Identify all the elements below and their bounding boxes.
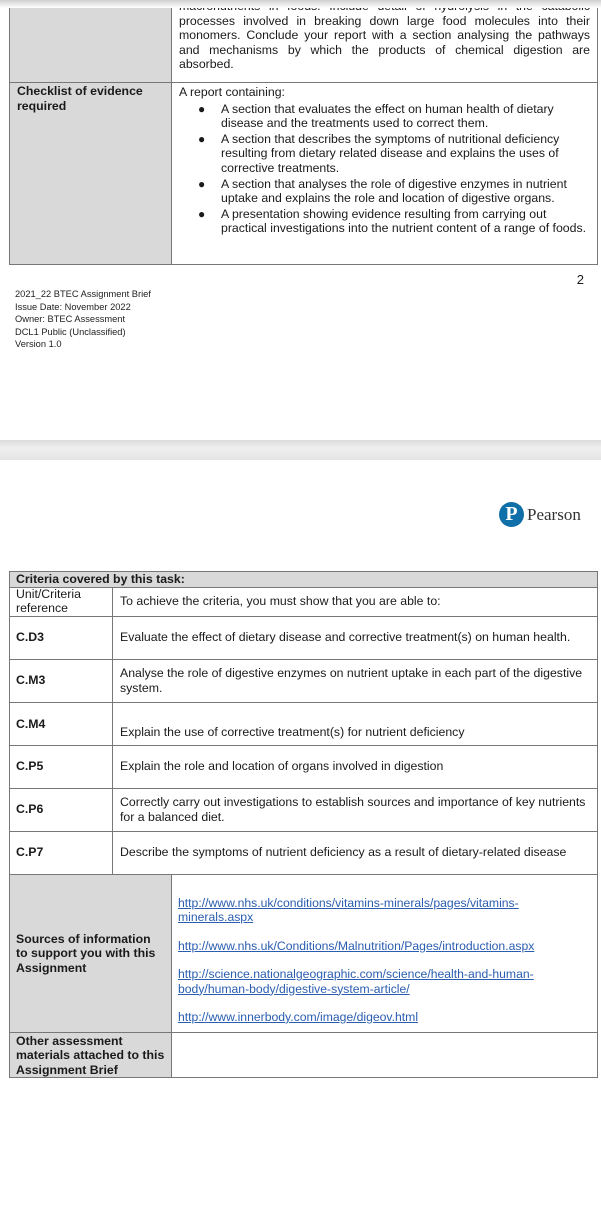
- table-row: [10, 702, 598, 745]
- criteria-text: Explain the use of corrective treatment(s) for nutrient deficiency: [113, 702, 598, 745]
- checklist-label: Checklist of evidence required: [10, 83, 172, 265]
- checklist-row: [10, 83, 598, 265]
- bullet-icon: ●: [198, 131, 206, 146]
- pearson-p-icon: P: [499, 502, 524, 527]
- list-item: ● A section that describes the symptoms of nutritional deficiency resulting from dietary related disease and explains the uses of corrective treatments.: [198, 131, 560, 175]
- criteria-text: Explain the role and location of organs involved in digestion: [113, 745, 598, 788]
- criteria-title-row: [10, 572, 598, 588]
- criteria-table: [9, 571, 598, 1078]
- page-1: [0, 0, 601, 440]
- other-materials-row: [10, 1032, 598, 1078]
- criteria-title: Criteria covered by this task:: [10, 572, 598, 588]
- source-link[interactable]: http://www.nhs.uk/conditions/vitamins-minerals/pages/vitamins-minerals.aspx: [178, 895, 519, 925]
- document-footer: [15, 288, 151, 351]
- checklist-list: [179, 102, 590, 236]
- sources-row: [10, 874, 598, 1032]
- col-ref-header: Unit/Criteria reference: [10, 587, 113, 616]
- footer-line: Issue Date: November 2022: [15, 301, 131, 312]
- table-row: [10, 659, 598, 702]
- table-row: [10, 745, 598, 788]
- other-materials-value: [172, 1032, 598, 1078]
- footer-line: Owner: BTEC Assessment: [15, 314, 126, 324]
- task-description-row: [10, 1, 598, 83]
- footer-line: 2021_22 BTEC Assignment Brief: [15, 289, 151, 299]
- brand-name: Pearson: [527, 504, 581, 524]
- criteria-code: C.D3: [10, 616, 113, 659]
- table-row: [10, 616, 598, 659]
- criteria-text: Correctly carry out investigations to establish sources and importance of key nutrients for a balanced diet.: [113, 788, 598, 831]
- sources-label: Sources of information to support you with this Assignment: [10, 874, 172, 1032]
- evidence-table: [9, 0, 598, 265]
- criteria-code: C.P6: [10, 788, 113, 831]
- source-link[interactable]: http://science.nationalgeographic.com/science/health-and-human-body/human-body/digestive-system-article/: [178, 967, 534, 996]
- table-row: [10, 831, 598, 874]
- checklist-intro: A report containing:: [179, 85, 285, 99]
- scroll-shadow: [0, 0, 601, 8]
- task-row-content: [172, 1, 598, 83]
- criteria-text: Evaluate the effect of dietary disease and corrective treatment(s) on human health.: [113, 616, 598, 659]
- criteria-text: Analyse the role of digestive enzymes on nutrient uptake in each part of the digestive system.: [113, 659, 598, 702]
- criteria-code: C.P5: [10, 745, 113, 788]
- source-link[interactable]: http://www.innerbody.com/image/digeov.html: [178, 1009, 419, 1024]
- criteria-code: C.M3: [10, 659, 113, 702]
- criteria-text: Describe the symptoms of nutrient deficiency as a result of dietary-related disease: [113, 831, 598, 874]
- checklist-content: [172, 83, 598, 265]
- bullet-icon: ●: [198, 101, 206, 116]
- bullet-icon: ●: [198, 176, 206, 191]
- list-item: ● A presentation showing evidence resulting from carrying out practical investigations into the nutrient content of a range of foods.: [198, 206, 587, 236]
- sources-list: [172, 874, 598, 1032]
- source-link[interactable]: http://www.nhs.uk/Conditions/Malnutrition/Pages/introduction.aspx: [178, 938, 535, 953]
- footer-line: Version 1.0: [15, 339, 62, 349]
- table-row: [10, 788, 598, 831]
- criteria-code: C.P7: [10, 831, 113, 874]
- footer-line: DCL1 Public (Unclassified): [15, 326, 126, 337]
- pearson-logo: [499, 502, 581, 527]
- page-number: 2: [576, 272, 584, 287]
- bullet-icon: ●: [198, 206, 206, 221]
- other-materials-label: Other assessment materials attached to this Assignment Brief: [10, 1032, 172, 1078]
- page-separator: [0, 440, 601, 460]
- criteria-code: C.M4: [10, 702, 113, 745]
- list-item: ● A section that analyses the role of digestive enzymes in nutrient uptake and explains the role and location of digestive organs.: [198, 176, 567, 206]
- task-row-label: [10, 1, 172, 83]
- criteria-header-row: [10, 587, 598, 616]
- list-item: ● A section that evaluates the effect on human health of dietary disease and the treatments used to correct them.: [198, 101, 554, 131]
- task-description-text: processes involved in breaking down large food molecules into their monomers. Conclude your report with a section analysing the pathways and mechanisms by which the products of chemical digestion are absorbed.: [179, 13, 590, 72]
- col-desc-header: To achieve the criteria, you must show that you are able to:: [113, 587, 598, 616]
